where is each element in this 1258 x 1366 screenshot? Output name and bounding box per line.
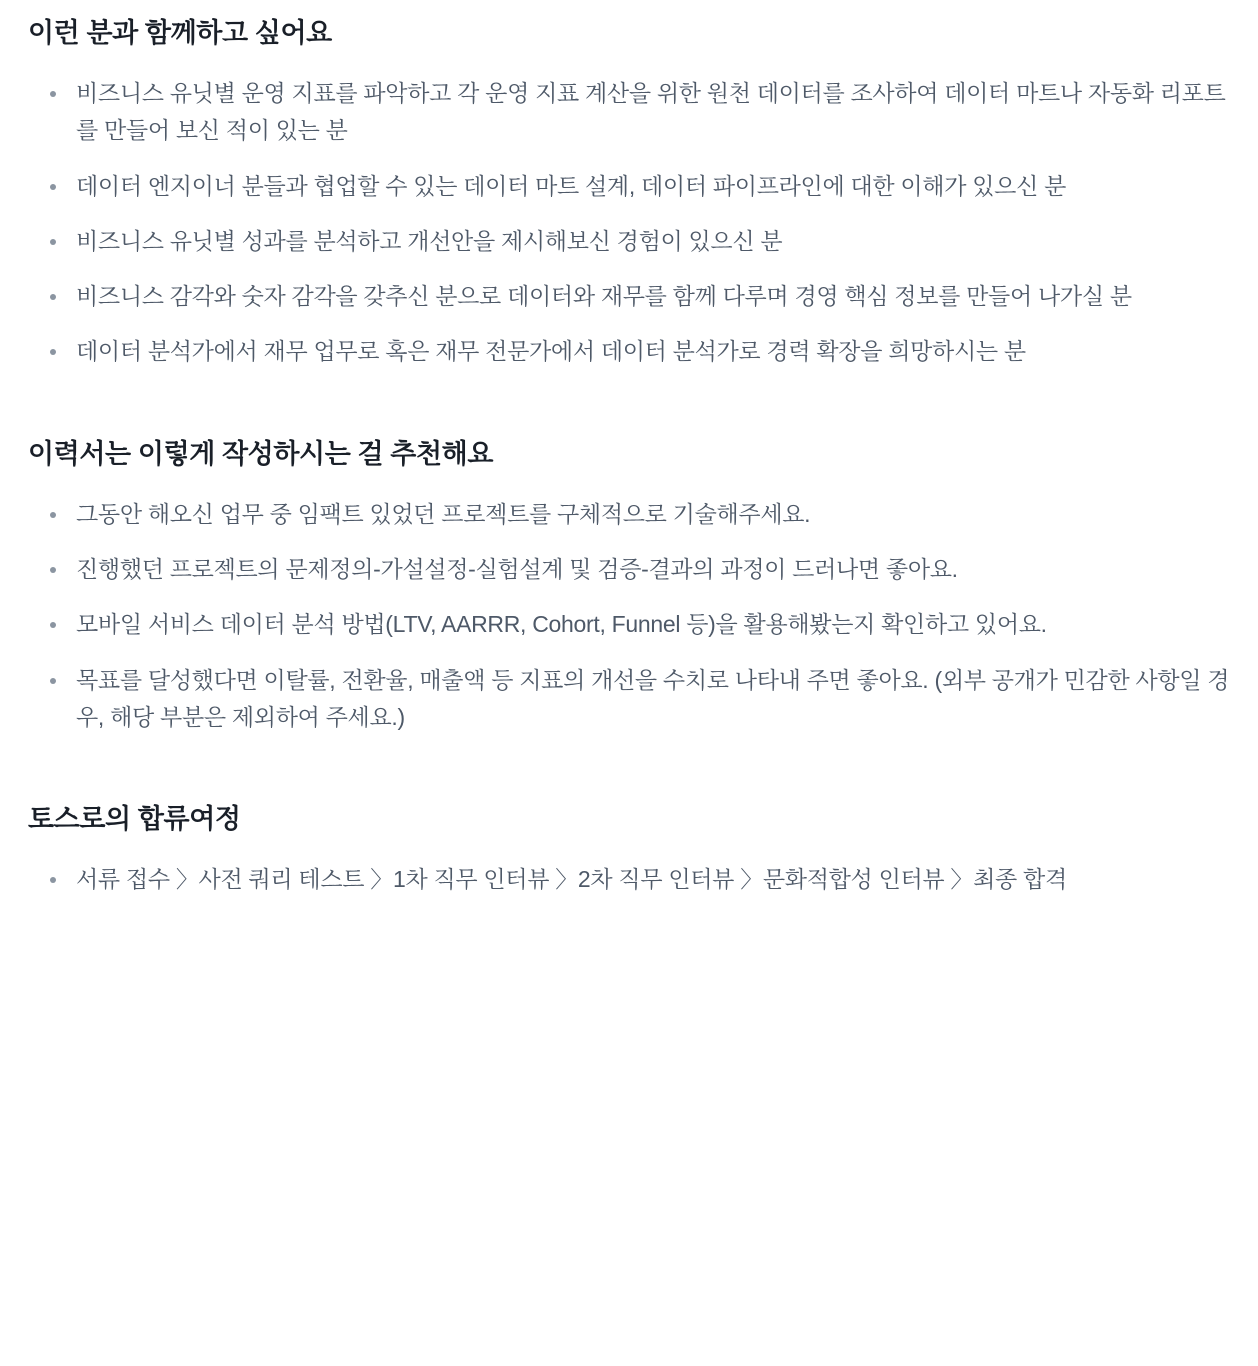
list-item: 서류 접수 〉사전 쿼리 테스트 〉1차 직무 인터뷰 〉2차 직무 인터뷰 〉문화적합성 인터뷰 〉최종 합격: [28, 861, 1230, 898]
section-resume-tips: [28, 435, 1230, 736]
list-item: 데이터 엔지이너 분들과 협업할 수 있는 데이터 마트 설계, 데이터 파이프라인에 대한 이해가 있으신 분: [28, 168, 1230, 205]
list-item: 데이터 분석가에서 재무 업무로 혹은 재무 전문가에서 데이터 분석가로 경력 확장을 희망하시는 분: [28, 333, 1230, 370]
bullet-list: [28, 75, 1230, 371]
bullet-list: [28, 496, 1230, 736]
bottom-spacer: [28, 898, 1230, 928]
section-title: 토스로의 합류여정: [28, 804, 241, 835]
list-item: 목표를 달성했다면 이탈률, 전환율, 매출액 등 지표의 개선을 수치로 나타내 주면 좋아요. (외부 공개가 민감한 사항일 경우, 해당 부분은 제외하여 주세요.): [28, 662, 1230, 737]
section-ideal-candidate: [28, 14, 1230, 371]
section-title: 이력서는 이렇게 작성하시는 걸 추천해요: [28, 438, 493, 469]
list-item: 비즈니스 유닛별 운영 지표를 파악하고 각 운영 지표 계산을 위한 원천 데이터를 조사하여 데이터 마트나 자동화 리포트를 만들어 보신 적이 있는 분: [28, 75, 1230, 150]
bullet-list: [28, 861, 1230, 898]
list-item: 그동안 해오신 업무 중 임팩트 있었던 프로젝트를 구체적으로 기술해주세요.: [28, 496, 1230, 533]
list-item: 비즈니스 유닛별 성과를 분석하고 개선안을 제시해보신 경험이 있으신 분: [28, 223, 1230, 260]
section-hiring-process: [28, 800, 1230, 898]
list-item: 비즈니스 감각와 숫자 감각을 갖추신 분으로 데이터와 재무를 함께 다루며 경영 핵심 정보를 만들어 나가실 분: [28, 278, 1230, 315]
section-title: 이런 분과 함께하고 싶어요: [28, 18, 332, 48]
list-item: 진행했던 프로젝트의 문제정의-가설설정-실험설계 및 검증-결과의 과정이 드러나면 좋아요.: [28, 551, 1230, 588]
list-item: 모바일 서비스 데이터 분석 방법(LTV, AARRR, Cohort, Funnel 등)을 활용해봤는지 확인하고 있어요.: [28, 606, 1230, 643]
